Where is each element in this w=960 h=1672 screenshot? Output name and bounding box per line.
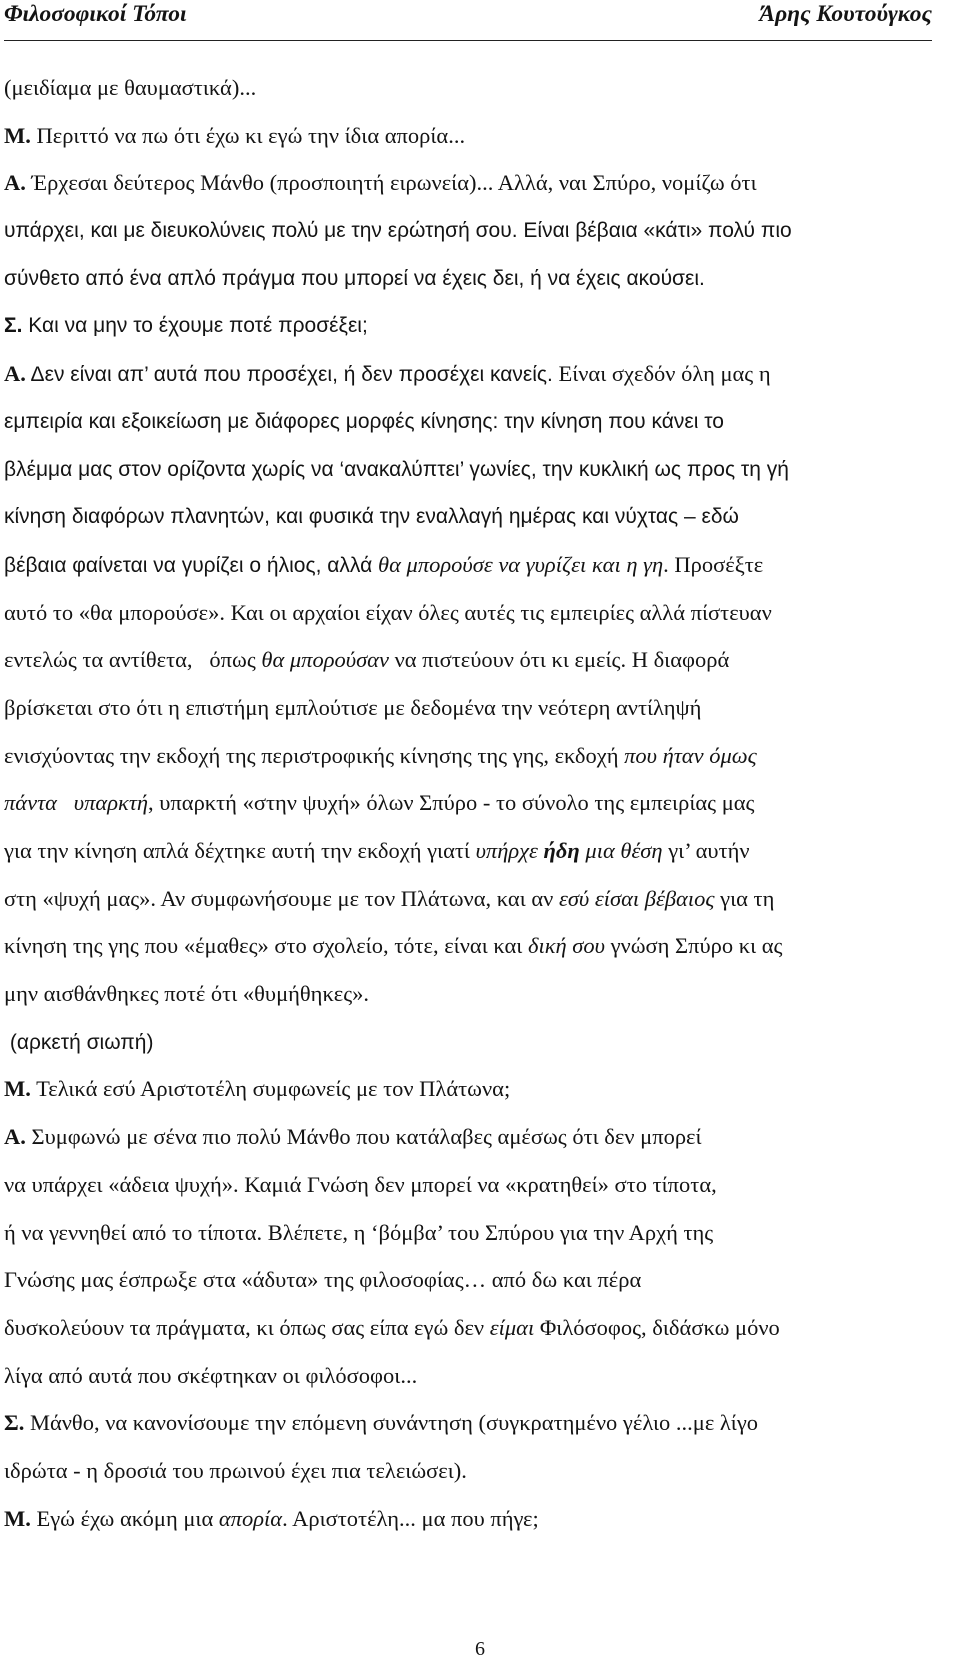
text-line: [4, 636, 956, 684]
speaker-label: Α.: [4, 170, 26, 196]
text-line: [4, 1352, 956, 1400]
text-segment: κίνηση διαφόρων πλανητών, και φυσικά την εναλλαγή ημέρας και νύχτας – εδώ: [4, 505, 739, 529]
text-segment: για την κίνηση απλά δέχτηκε αυτή την εκδοχή γιατί: [4, 838, 476, 863]
text-segment: να υπάρχει «άδεια ψυχή». Καμιά Γνώση δεν μπορεί να «κρατηθεί» στο τίποτα,: [4, 1171, 717, 1197]
speaker-label: Σ.: [4, 314, 23, 338]
text-line: [4, 350, 956, 398]
text-line: [4, 541, 956, 589]
text-segment: ή να γεννηθεί από το τίποτα. Βλέπετε, η ‘βόμβα’ του Σπύρου για την Αρχή της: [4, 1219, 714, 1245]
text-line: [4, 1399, 956, 1447]
text-segment: Δεν είναι απ’ αυτά που προσέχει, ή δεν προσέχει κανείς.: [25, 363, 553, 387]
text-segment: μια θέση: [579, 838, 663, 863]
text-segment: δυσκολεύουν τα πράγματα, κι όπως σας είπα εγώ δεν: [4, 1314, 490, 1340]
text-line: [4, 64, 956, 112]
page-number: 6: [475, 1638, 485, 1660]
text-segment: γι’ αυτήν: [662, 838, 750, 863]
text-segment: για τη: [714, 885, 775, 911]
text-line: [4, 827, 956, 875]
speaker-label: Μ.: [4, 122, 31, 148]
text-segment: (αρκετή σιωπή): [4, 1030, 154, 1054]
speaker-label: ήδη: [543, 838, 580, 863]
text-segment: Και να μην το έχουμε ποτέ προσέξει;: [22, 314, 368, 338]
text-segment: , υπαρκτή «στην ψυχή» όλων Σπύρο - το σύνολο της εμπειρίας μας: [148, 790, 755, 816]
text-line: [4, 1495, 956, 1543]
text-segment: ιδρώτα - η δροσιά του πρωινού έχει πια τελειώσει).: [4, 1457, 467, 1483]
text-line: [4, 1161, 956, 1209]
text-segment: Περιττό να πω ότι έχω κι εγώ την ίδια απορία...: [30, 122, 466, 148]
text-segment: Είναι σχεδόν όλη μας η: [552, 361, 771, 387]
book-title: Φιλοσοφικοί Τόποι: [4, 1, 187, 27]
text-segment: Φιλόσοφος, διδάσκω μόνο: [534, 1314, 780, 1340]
page-header: [4, 0, 932, 41]
text-line: [4, 446, 956, 494]
author-name: Άρης Κουτούγκος: [759, 1, 932, 27]
text-segment: Εγώ έχω ακόμη μια: [30, 1505, 219, 1531]
text-line: [4, 779, 956, 827]
text-line: [4, 159, 956, 207]
text-segment: βέβαια φαίνεται να γυρίζει ο ήλιος, αλλά: [4, 553, 379, 577]
text-line: [4, 970, 956, 1018]
text-segment: βρίσκεται στο ότι η επιστήμη εμπλούτισε με δεδομένα την νεότερη αντίληψή: [4, 694, 702, 720]
text-segment: ενισχύοντας την εκδοχή της περιστροφικής κίνησης της γης, εκδοχή: [4, 742, 625, 768]
speaker-label: Α.: [4, 1124, 26, 1150]
text-segment: θα μπορούσαν: [261, 647, 389, 673]
text-line: [4, 1209, 956, 1257]
text-segment: . Προσέξτε: [663, 551, 764, 577]
text-segment: δική σου: [527, 933, 605, 959]
text-segment: Τελικά εσύ Αριστοτέλη συμφωνείς με τον Πλάτωνα;: [30, 1076, 511, 1102]
text-segment: αυτό το «θα μπορούσε». Και οι αρχαίοι είχαν όλες αυτές τις εμπειρίες αλλά πίστευαν: [4, 599, 772, 625]
text-line: [4, 493, 956, 541]
text-segment: Μάνθο, να κανονίσουμε την επόμενη συνάντηση (συγκρατημένο γέλιο ...με λίγο: [24, 1410, 759, 1436]
text-segment: που ήταν όμως: [624, 742, 757, 768]
text-segment: απορία: [218, 1505, 283, 1531]
text-segment: κίνηση της γης που «έμαθες» στο σχολείο, τότε, είναι και: [4, 933, 528, 959]
text-line: [4, 1256, 956, 1304]
body-text: [4, 64, 956, 1542]
text-line: [4, 589, 956, 637]
text-line: [4, 1304, 956, 1352]
text-segment: σύνθετο από ένα απλό πράγμα που μπορεί να έχεις δει, ή να έχεις ακούσει.: [4, 266, 705, 290]
text-segment: γνώση Σπύρο κι ας: [604, 933, 783, 959]
text-segment: εντελώς τα αντίθετα, όπως: [4, 647, 262, 673]
speaker-label: Μ.: [4, 1505, 31, 1531]
text-line: [4, 922, 956, 970]
text-line: [4, 1113, 956, 1161]
text-line: [4, 398, 956, 446]
text-line: [4, 255, 956, 303]
text-segment: (μειδίαμα με θαυμαστικά)...: [4, 75, 257, 100]
text-segment: μην αισθάνθηκες ποτέ ότι «θυμήθηκες».: [4, 981, 370, 1007]
text-line: [4, 684, 956, 732]
text-segment: . Αριστοτέλη... μα που πήγε;: [282, 1505, 539, 1531]
text-segment: να πιστεύουν ότι κι εμείς. Η διαφορά: [388, 647, 730, 673]
text-line: [4, 875, 956, 923]
text-segment: θα μπορούσε να γυρίζει και η γη: [378, 551, 664, 577]
text-segment: Γνώσης μας έσπρωξε στα «άδυτα» της φιλοσοφίας… από δω και πέρα: [4, 1267, 642, 1293]
text-segment: είμαι: [489, 1314, 535, 1340]
text-line: [4, 302, 956, 350]
speaker-label: Α.: [4, 361, 26, 387]
text-line: [4, 1447, 956, 1495]
text-line: [4, 1018, 956, 1066]
text-line: [4, 112, 956, 160]
text-segment: Έρχεσαι δεύτερος Μάνθο (προσποιητή ειρωνεία)... Αλλά, ναι Σπύρο, νομίζω ότι: [25, 170, 757, 196]
text-segment: βλέμμα μας στον ορίζοντα χωρίς να ‘ανακαλύπτει’ γωνίες, την κυκλική ως προς τη γή: [4, 457, 789, 481]
text-segment: υπήρχε: [475, 838, 544, 863]
text-segment: λίγα από αυτά που σκέφτηκαν οι φιλόσοφοι...: [4, 1362, 418, 1388]
text-segment: υπάρχει, και με διευκολύνεις πολύ με την ερώτησή σου. Είναι βέβαια «κάτι» πολύ πιο: [4, 219, 792, 243]
text-segment: πάντα υπαρκτή: [4, 790, 149, 816]
speaker-label: Σ.: [4, 1410, 25, 1436]
text-line: [4, 207, 956, 255]
speaker-label: Μ.: [4, 1076, 31, 1102]
text-line: [4, 732, 956, 780]
text-segment: εμπειρία και εξοικείωση με διάφορες μορφές κίνησης: την κίνηση που κάνει το: [4, 409, 724, 433]
text-segment: εσύ είσαι βέβαιος: [558, 885, 715, 911]
text-line: [4, 1065, 956, 1113]
text-segment: Συμφωνώ με σένα πιο πολύ Μάνθο που κατάλαβες αμέσως ότι δεν μπορεί: [25, 1124, 702, 1150]
text-segment: στη «ψυχή μας». Αν συμφωνήσουμε με τον Πλάτωνα, και αν: [4, 885, 559, 911]
